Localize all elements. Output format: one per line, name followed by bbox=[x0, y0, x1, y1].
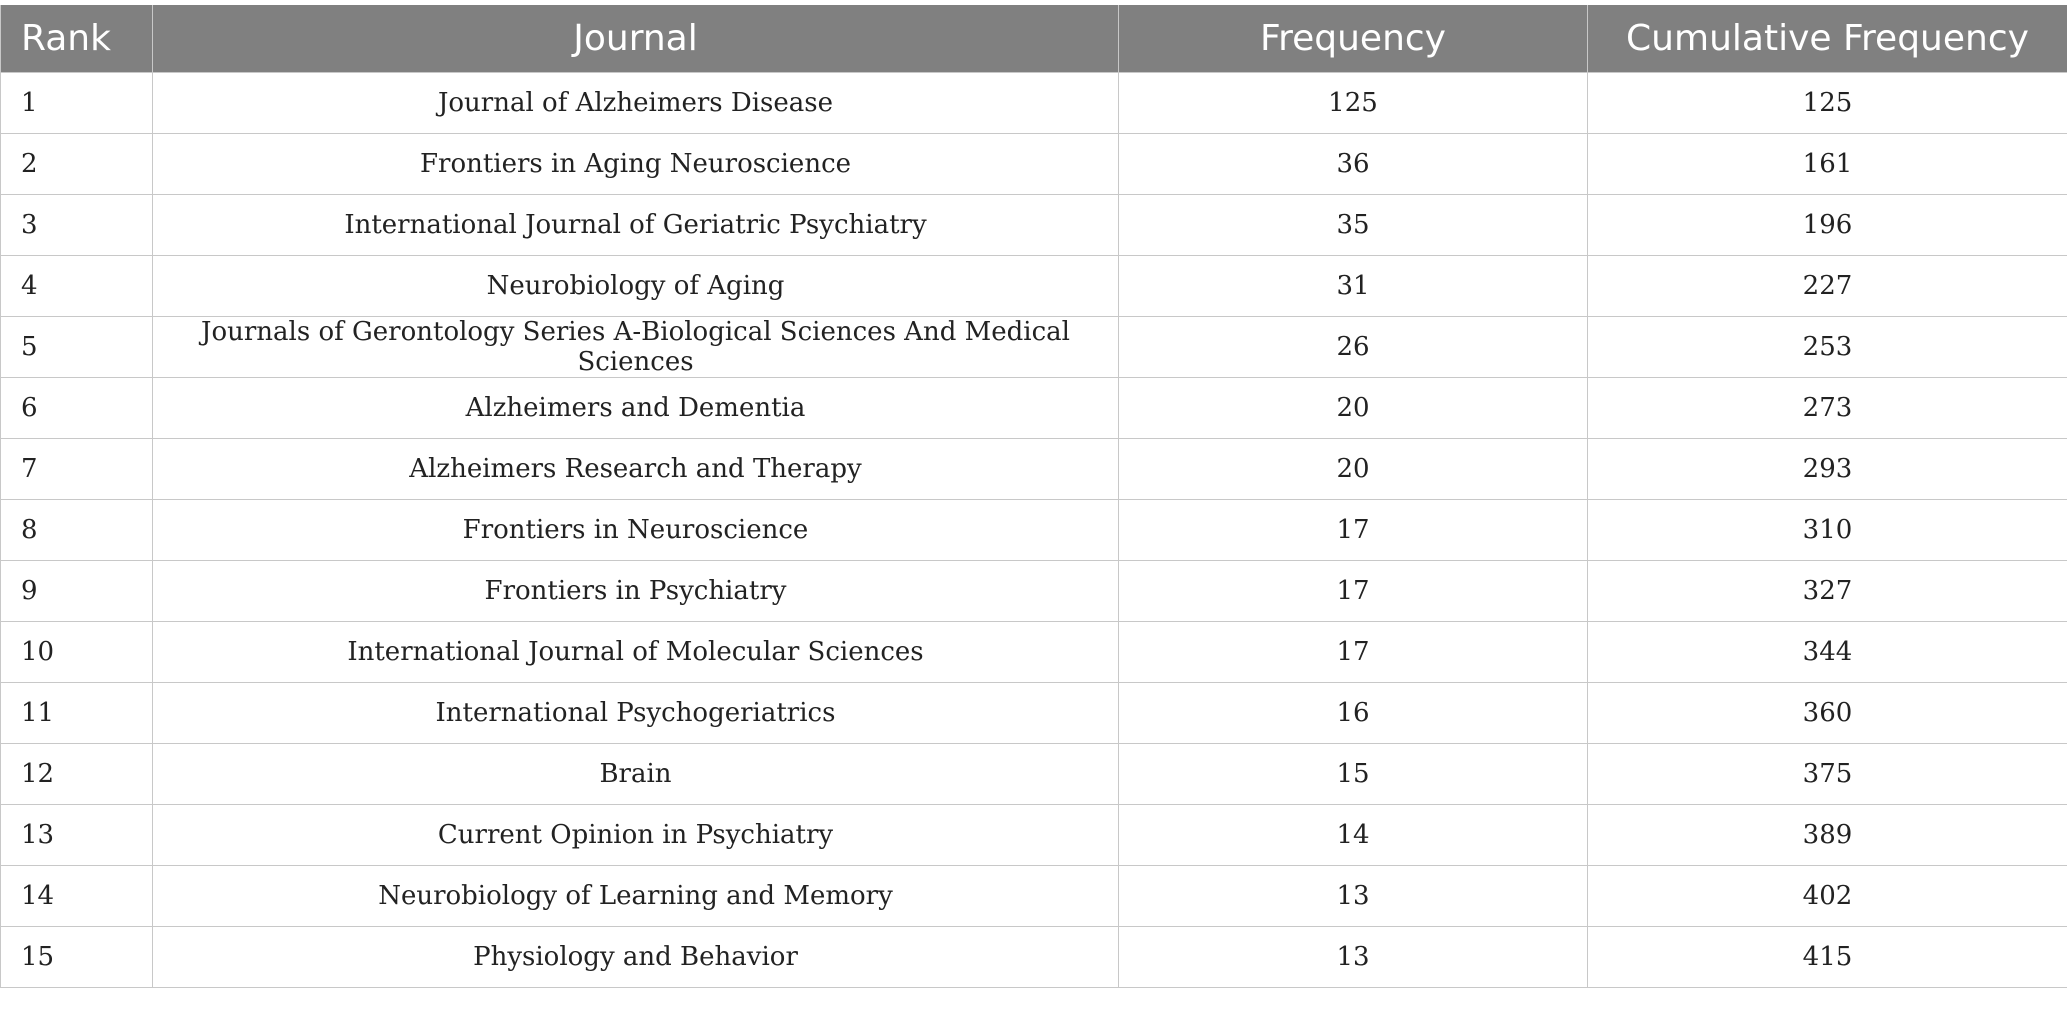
cumulative-frequency-cell: 227 bbox=[1588, 256, 2067, 317]
journal-cell: Frontiers in Psychiatry bbox=[153, 561, 1119, 622]
rank-cell: 3 bbox=[1, 195, 153, 256]
journal-cell: International Journal of Molecular Sciences bbox=[153, 622, 1119, 683]
table-row bbox=[1, 378, 2067, 439]
rank-cell: 2 bbox=[1, 134, 153, 195]
journal-cell: Neurobiology of Aging bbox=[153, 256, 1119, 317]
rank-cell: 9 bbox=[1, 561, 153, 622]
table-row bbox=[1, 317, 2067, 378]
frequency-cell: 13 bbox=[1119, 866, 1588, 927]
frequency-cell: 125 bbox=[1119, 73, 1588, 134]
table-header bbox=[1, 5, 2067, 73]
rank-cell: 12 bbox=[1, 744, 153, 805]
cumulative-frequency-cell: 327 bbox=[1588, 561, 2067, 622]
table-row bbox=[1, 866, 2067, 927]
journal-cell: Alzheimers Research and Therapy bbox=[153, 439, 1119, 500]
cumulative-frequency-cell: 293 bbox=[1588, 439, 2067, 500]
table-body bbox=[1, 73, 2067, 988]
cumulative-frequency-cell: 344 bbox=[1588, 622, 2067, 683]
table-row bbox=[1, 439, 2067, 500]
journal-cell: Neurobiology of Learning and Memory bbox=[153, 866, 1119, 927]
frequency-cell: 17 bbox=[1119, 500, 1588, 561]
journal-cell: Journals of Gerontology Series A-Biological Sciences And Medical Sciences bbox=[153, 317, 1119, 378]
rank-cell: 6 bbox=[1, 378, 153, 439]
frequency-cell: 36 bbox=[1119, 134, 1588, 195]
table-row bbox=[1, 683, 2067, 744]
frequency-cell: 26 bbox=[1119, 317, 1588, 378]
table-row bbox=[1, 73, 2067, 134]
cumulative-frequency-cell: 161 bbox=[1588, 134, 2067, 195]
cumulative-frequency-cell: 375 bbox=[1588, 744, 2067, 805]
journal-cell: Current Opinion in Psychiatry bbox=[153, 805, 1119, 866]
cumulative-frequency-cell: 253 bbox=[1588, 317, 2067, 378]
rank-cell: 15 bbox=[1, 927, 153, 988]
header-row bbox=[1, 5, 2067, 73]
frequency-cell: 20 bbox=[1119, 439, 1588, 500]
table-row bbox=[1, 927, 2067, 988]
table-row bbox=[1, 256, 2067, 317]
rank-cell: 1 bbox=[1, 73, 153, 134]
cumulative-frequency-cell: 273 bbox=[1588, 378, 2067, 439]
journal-cell: Frontiers in Neuroscience bbox=[153, 500, 1119, 561]
table-row bbox=[1, 805, 2067, 866]
rank-cell: 14 bbox=[1, 866, 153, 927]
rank-cell: 7 bbox=[1, 439, 153, 500]
frequency-cell: 35 bbox=[1119, 195, 1588, 256]
rank-cell: 5 bbox=[1, 317, 153, 378]
cumulative-frequency-cell: 402 bbox=[1588, 866, 2067, 927]
cumulative-frequency-cell: 196 bbox=[1588, 195, 2067, 256]
cumulative-frequency-cell: 125 bbox=[1588, 73, 2067, 134]
frequency-cell: 16 bbox=[1119, 683, 1588, 744]
journal-cell: Journal of Alzheimers Disease bbox=[153, 73, 1119, 134]
rank-cell: 4 bbox=[1, 256, 153, 317]
rank-cell: 11 bbox=[1, 683, 153, 744]
table-row bbox=[1, 500, 2067, 561]
frequency-cell: 13 bbox=[1119, 927, 1588, 988]
table-row bbox=[1, 561, 2067, 622]
journal-cell: Frontiers in Aging Neuroscience bbox=[153, 134, 1119, 195]
cumulative-frequency-cell: 415 bbox=[1588, 927, 2067, 988]
cumulative-frequency-cell: 310 bbox=[1588, 500, 2067, 561]
frequency-cell: 20 bbox=[1119, 378, 1588, 439]
header-journal: Journal bbox=[153, 5, 1119, 73]
rank-cell: 8 bbox=[1, 500, 153, 561]
header-rank: Rank bbox=[1, 5, 153, 73]
journal-cell: Physiology and Behavior bbox=[153, 927, 1119, 988]
table-row bbox=[1, 744, 2067, 805]
table-row bbox=[1, 195, 2067, 256]
header-cumulative-frequency: Cumulative Frequency bbox=[1588, 5, 2067, 73]
frequency-cell: 15 bbox=[1119, 744, 1588, 805]
cumulative-frequency-cell: 360 bbox=[1588, 683, 2067, 744]
journal-cell: International Psychogeriatrics bbox=[153, 683, 1119, 744]
journal-cell: International Journal of Geriatric Psychiatry bbox=[153, 195, 1119, 256]
journal-frequency-table-container bbox=[0, 5, 2067, 988]
table-row bbox=[1, 622, 2067, 683]
cumulative-frequency-cell: 389 bbox=[1588, 805, 2067, 866]
frequency-cell: 17 bbox=[1119, 561, 1588, 622]
journal-cell: Brain bbox=[153, 744, 1119, 805]
table-row bbox=[1, 134, 2067, 195]
journal-frequency-table bbox=[0, 5, 2067, 988]
rank-cell: 13 bbox=[1, 805, 153, 866]
journal-cell: Alzheimers and Dementia bbox=[153, 378, 1119, 439]
rank-cell: 10 bbox=[1, 622, 153, 683]
frequency-cell: 14 bbox=[1119, 805, 1588, 866]
frequency-cell: 31 bbox=[1119, 256, 1588, 317]
frequency-cell: 17 bbox=[1119, 622, 1588, 683]
header-frequency: Frequency bbox=[1119, 5, 1588, 73]
